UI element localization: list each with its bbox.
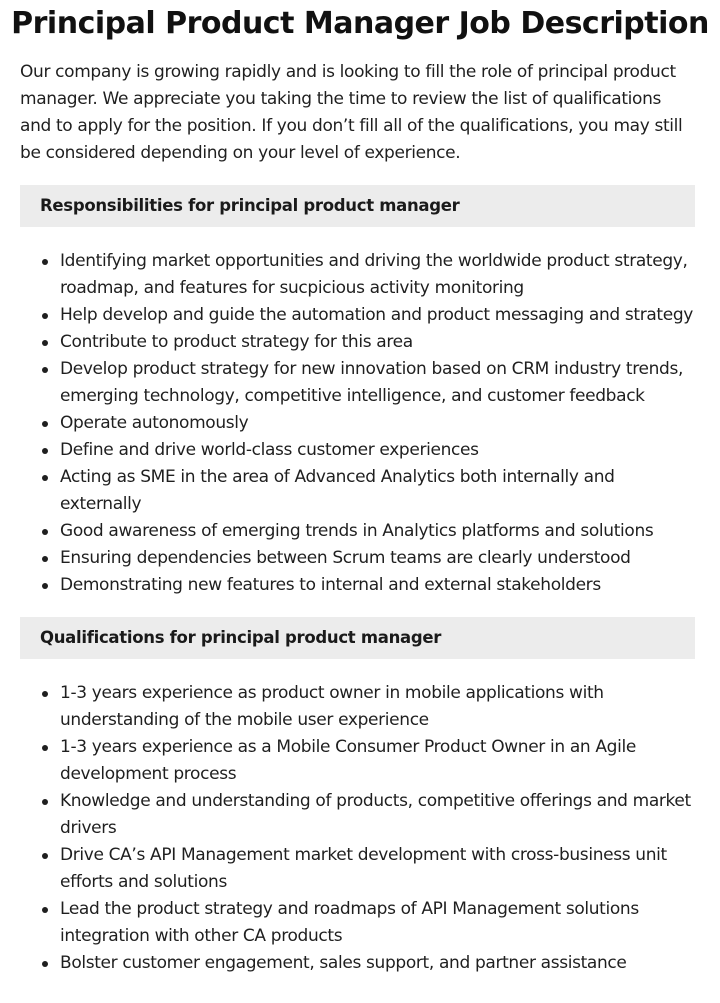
qualifications-list [20, 680, 695, 977]
list-item: Ensuring dependencies between Scrum teams are clearly understood [60, 545, 695, 572]
list-item: Define and drive world-class customer experiences [60, 437, 695, 464]
intro-paragraph: Our company is growing rapidly and is looking to fill the role of principal product manager. We appreciate you taking the time to review the list of qualifications and to apply for the position. If you don’t fill all of the qualifications, you may still be considered depending on your level of experience. [20, 62, 683, 163]
qualifications-heading: Qualifications for principal product manager [20, 617, 695, 659]
list-item: Acting as SME in the area of Advanced Analytics both internally and externally [60, 464, 695, 518]
list-item: Drive CA’s API Management market development with cross-business unit efforts and solutions [60, 842, 695, 896]
list-item: 1-3 years experience as product owner in mobile applications with understanding of the mobile user experience [60, 680, 695, 734]
list-item: Help develop and guide the automation and product messaging and strategy [60, 302, 695, 329]
list-item: Operate autonomously [60, 410, 695, 437]
responsibilities-list [20, 248, 695, 599]
list-item: Lead the product strategy and roadmaps of API Management solutions integration with other CA products [60, 896, 695, 950]
list-item: 1-3 years experience as a Mobile Consumer Product Owner in an Agile development process [60, 734, 695, 788]
list-item: Bolster customer engagement, sales support, and partner assistance [60, 950, 695, 977]
list-item: Knowledge and understanding of products, competitive offerings and market drivers [60, 788, 695, 842]
list-item: Identifying market opportunities and driving the worldwide product strategy, roadmap, and features for sucpicious activity monitoring [60, 248, 695, 302]
list-item: Contribute to product strategy for this area [60, 329, 695, 356]
page-title: Principal Product Manager Job Description [11, 6, 709, 41]
job-description-page [11, 0, 709, 977]
responsibilities-heading: Responsibilities for principal product manager [20, 185, 695, 227]
list-item: Develop product strategy for new innovation based on CRM industry trends, emerging technology, competitive intelligence, and customer feedback [60, 356, 695, 410]
list-item: Demonstrating new features to internal and external stakeholders [60, 572, 695, 599]
list-item: Good awareness of emerging trends in Analytics platforms and solutions [60, 518, 695, 545]
